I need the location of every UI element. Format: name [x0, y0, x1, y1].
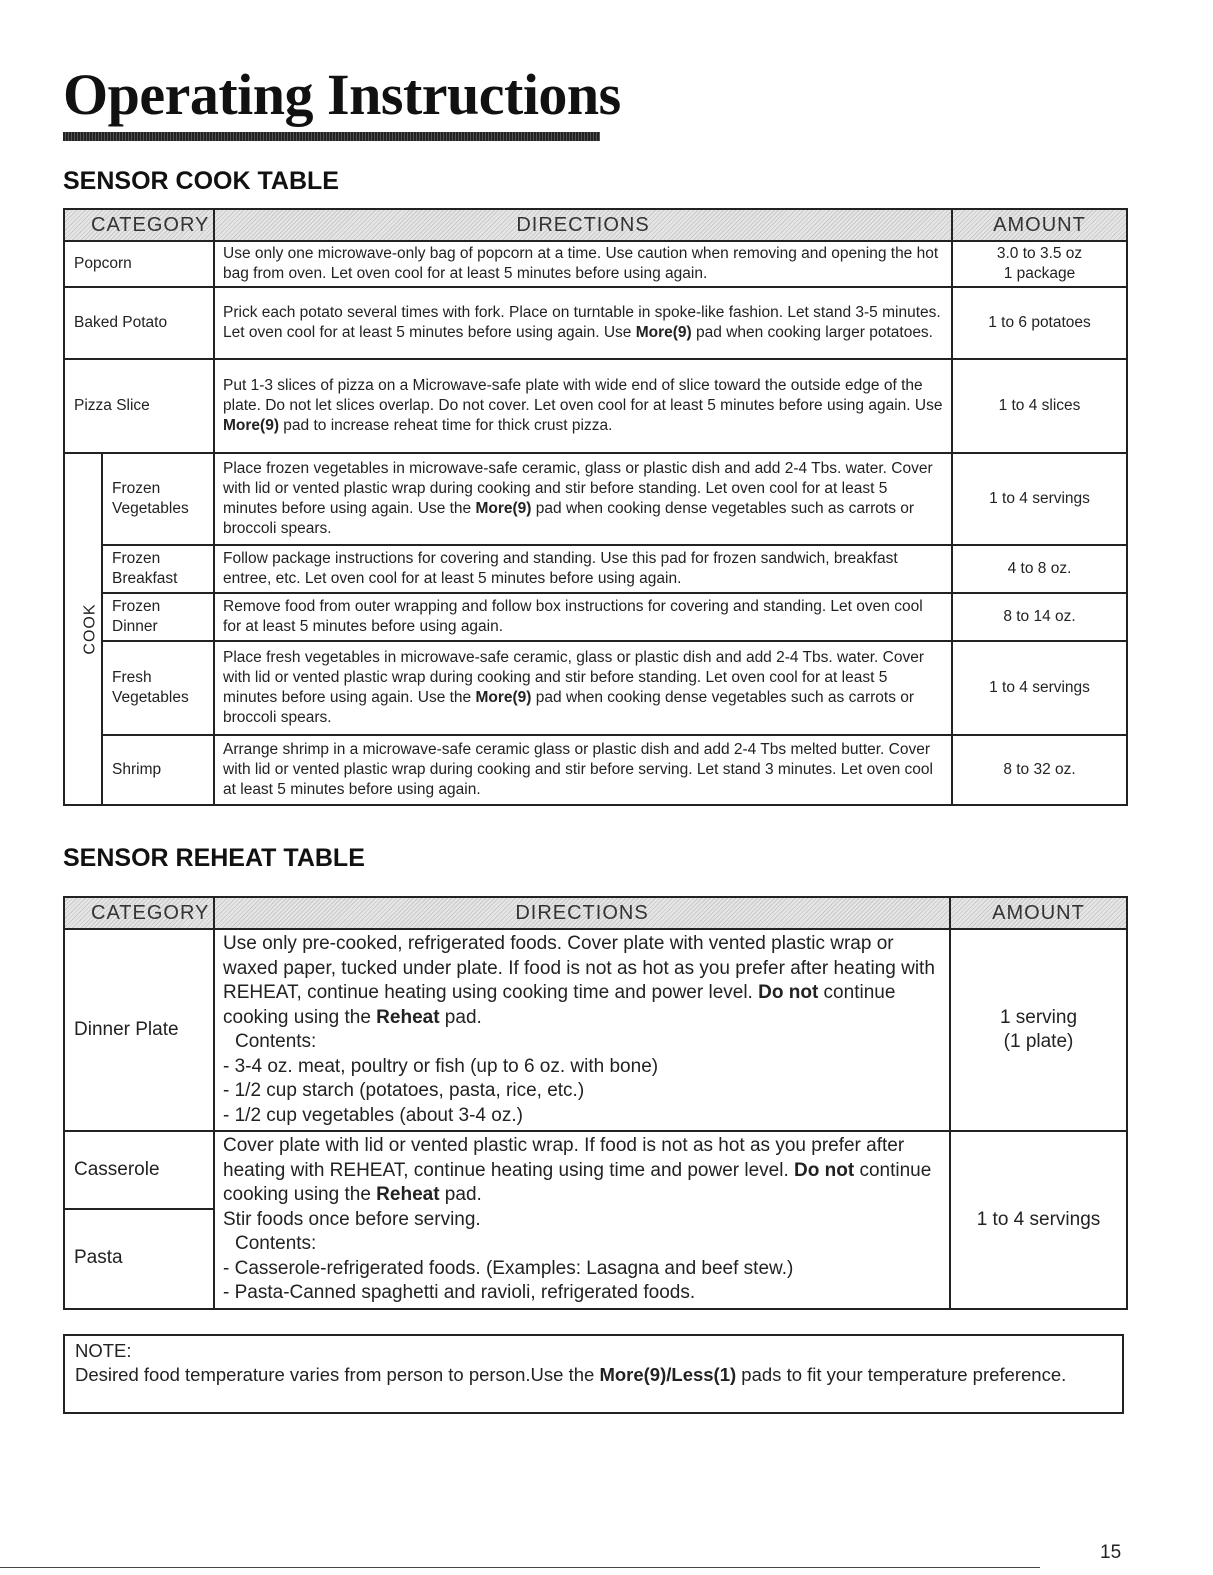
category-cell: Frozen Breakfast: [102, 545, 214, 593]
header-category: CATEGORY: [64, 209, 214, 241]
category-cell: Popcorn: [64, 241, 214, 287]
amount-cell: 1 to 4 servings: [950, 1131, 1127, 1309]
amount-cell: 4 to 8 oz.: [952, 545, 1127, 593]
table-header-row: [64, 209, 1127, 241]
table-row: [64, 641, 1127, 735]
page-title: Operating Instructions: [63, 62, 621, 127]
bottom-rule: [0, 1567, 1040, 1568]
category-cell: Shrimp: [102, 735, 214, 805]
sensor-reheat-table: [63, 896, 1128, 1310]
table-row: [64, 287, 1127, 359]
amount-cell: 1 to 4 servings: [952, 641, 1127, 735]
directions-cell: Put 1-3 slices of pizza on a Microwave-safe plate with wide end of slice toward the outside edge of the plate. Do not let slices overlap. Do not cover. Let oven cool for at least 5 minutes before using again. Use More(9) pad to increase reheat time for thick crust pizza.: [214, 359, 952, 453]
cook-group-label: COOK: [64, 453, 102, 805]
header-category: CATEGORY: [64, 897, 214, 929]
category-cell: Baked Potato: [64, 287, 214, 359]
amount-cell: 1 serving (1 plate): [950, 929, 1127, 1131]
note-text: Desired food temperature varies from person to person.Use the More(9)/Less(1) pads to fit your temperature preference.: [75, 1364, 1067, 1385]
directions-cell: Place frozen vegetables in microwave-safe ceramic, glass or plastic dish and add 2-4 Tbs. water. Cover with lid or vented plastic wrap during cooking and stir before standing. Let oven cool for at least 5 minutes before using again. Use the More(9) pad when cooking dense vegetables such as carrots or broccoli spears.: [214, 453, 952, 545]
directions-cell: Arrange shrimp in a microwave-safe ceramic glass or plastic dish and add 2-4 Tbs melted butter. Cover with lid or vented plastic wrap during cooking and stir before serving. Let stand 3 minutes. Let oven cool at least 5 minutes before using again.: [214, 735, 952, 805]
category-cell: Pizza Slice: [64, 359, 214, 453]
header-directions: DIRECTIONS: [214, 209, 952, 241]
table-row: [64, 545, 1127, 593]
header-directions: DIRECTIONS: [214, 897, 950, 929]
amount-cell: 1 to 6 potatoes: [952, 287, 1127, 359]
directions-cell: Follow package instructions for covering and standing. Use this pad for frozen sandwich, breakfast entree, etc. Let oven cool for at least 5 minutes before using again.: [214, 545, 952, 593]
directions-cell: Prick each potato several times with fork. Place on turntable in spoke-like fashion. Let stand 3-5 minutes. Let oven cool for at least 5 minutes before using again. Use More(9) pad when cooking larger potatoes.: [214, 287, 952, 359]
directions-cell: Use only pre-cooked, refrigerated foods. Cover plate with vented plastic wrap or waxed paper, tucked under plate. If food is not as hot as you prefer after heating with REHEAT, continue heating using cooking time and power level. Do not continue cooking using the Reheat pad. Contents: - 3-4 oz. meat, poultry or fish (up to 6 oz. with bone) - 1/2 cup starch (potatoes, pasta, rice, etc.) - 1/2 cup vegetables (about 3-4 oz.): [214, 929, 950, 1131]
category-cell: Casserole: [64, 1131, 214, 1209]
category-cell: Dinner Plate: [64, 929, 214, 1131]
directions-cell: Place fresh vegetables in microwave-safe ceramic, glass or plastic dish and add 2-4 Tbs. water. Cover with lid or vented plastic wrap during cooking and stir before standing. Let oven cool for at least 5 minutes before using again. Use the More(9) pad when cooking dense vegetables such as carrots or broccoli spears.: [214, 641, 952, 735]
amount-cell: 8 to 14 oz.: [952, 593, 1127, 641]
amount-cell: 3.0 to 3.5 oz 1 package: [952, 241, 1127, 287]
amount-cell: 1 to 4 servings: [952, 453, 1127, 545]
directions-cell: Cover plate with lid or vented plastic wrap. If food is not as hot as you prefer after heating with REHEAT, continue heating using time and power level. Do not continue cooking using the Reheat pad. Stir foods once before serving. Contents: - Casserole-refrigerated foods. (Examples: Lasagna and beef stew.) - Pasta-Canned spaghetti and ravioli, refrigerated foods.: [214, 1131, 950, 1309]
page-number: 15: [1100, 1542, 1122, 1563]
amount-cell: 1 to 4 slices: [952, 359, 1127, 453]
category-cell: Pasta: [64, 1209, 214, 1309]
title-underline: [63, 132, 600, 141]
directions-cell: Use only one microwave-only bag of popcorn at a time. Use caution when removing and opening the hot bag from oven. Let oven cool for at least 5 minutes before using again.: [214, 241, 952, 287]
note-label: NOTE:: [75, 1340, 132, 1361]
table-row: [64, 929, 1127, 1131]
table-row: [64, 735, 1127, 805]
category-cell: Frozen Vegetables: [102, 453, 214, 545]
sensor-cook-heading: SENSOR COOK TABLE: [63, 167, 339, 195]
category-cell: Frozen Dinner: [102, 593, 214, 641]
table-row: [64, 241, 1127, 287]
sensor-reheat-heading: SENSOR REHEAT TABLE: [63, 844, 365, 872]
table-row: [64, 1131, 1127, 1209]
directions-cell: Remove food from outer wrapping and follow box instructions for covering and standing. Let oven cool for at least 5 minutes before using again.: [214, 593, 952, 641]
amount-cell: 8 to 32 oz.: [952, 735, 1127, 805]
header-amount: AMOUNT: [952, 209, 1127, 241]
table-header-row: [64, 897, 1127, 929]
table-row: [64, 593, 1127, 641]
note-box: [63, 1334, 1124, 1414]
category-cell: Fresh Vegetables: [102, 641, 214, 735]
table-row: [64, 453, 1127, 545]
table-row: [64, 359, 1127, 453]
sensor-cook-table: [63, 208, 1128, 806]
header-amount: AMOUNT: [950, 897, 1127, 929]
